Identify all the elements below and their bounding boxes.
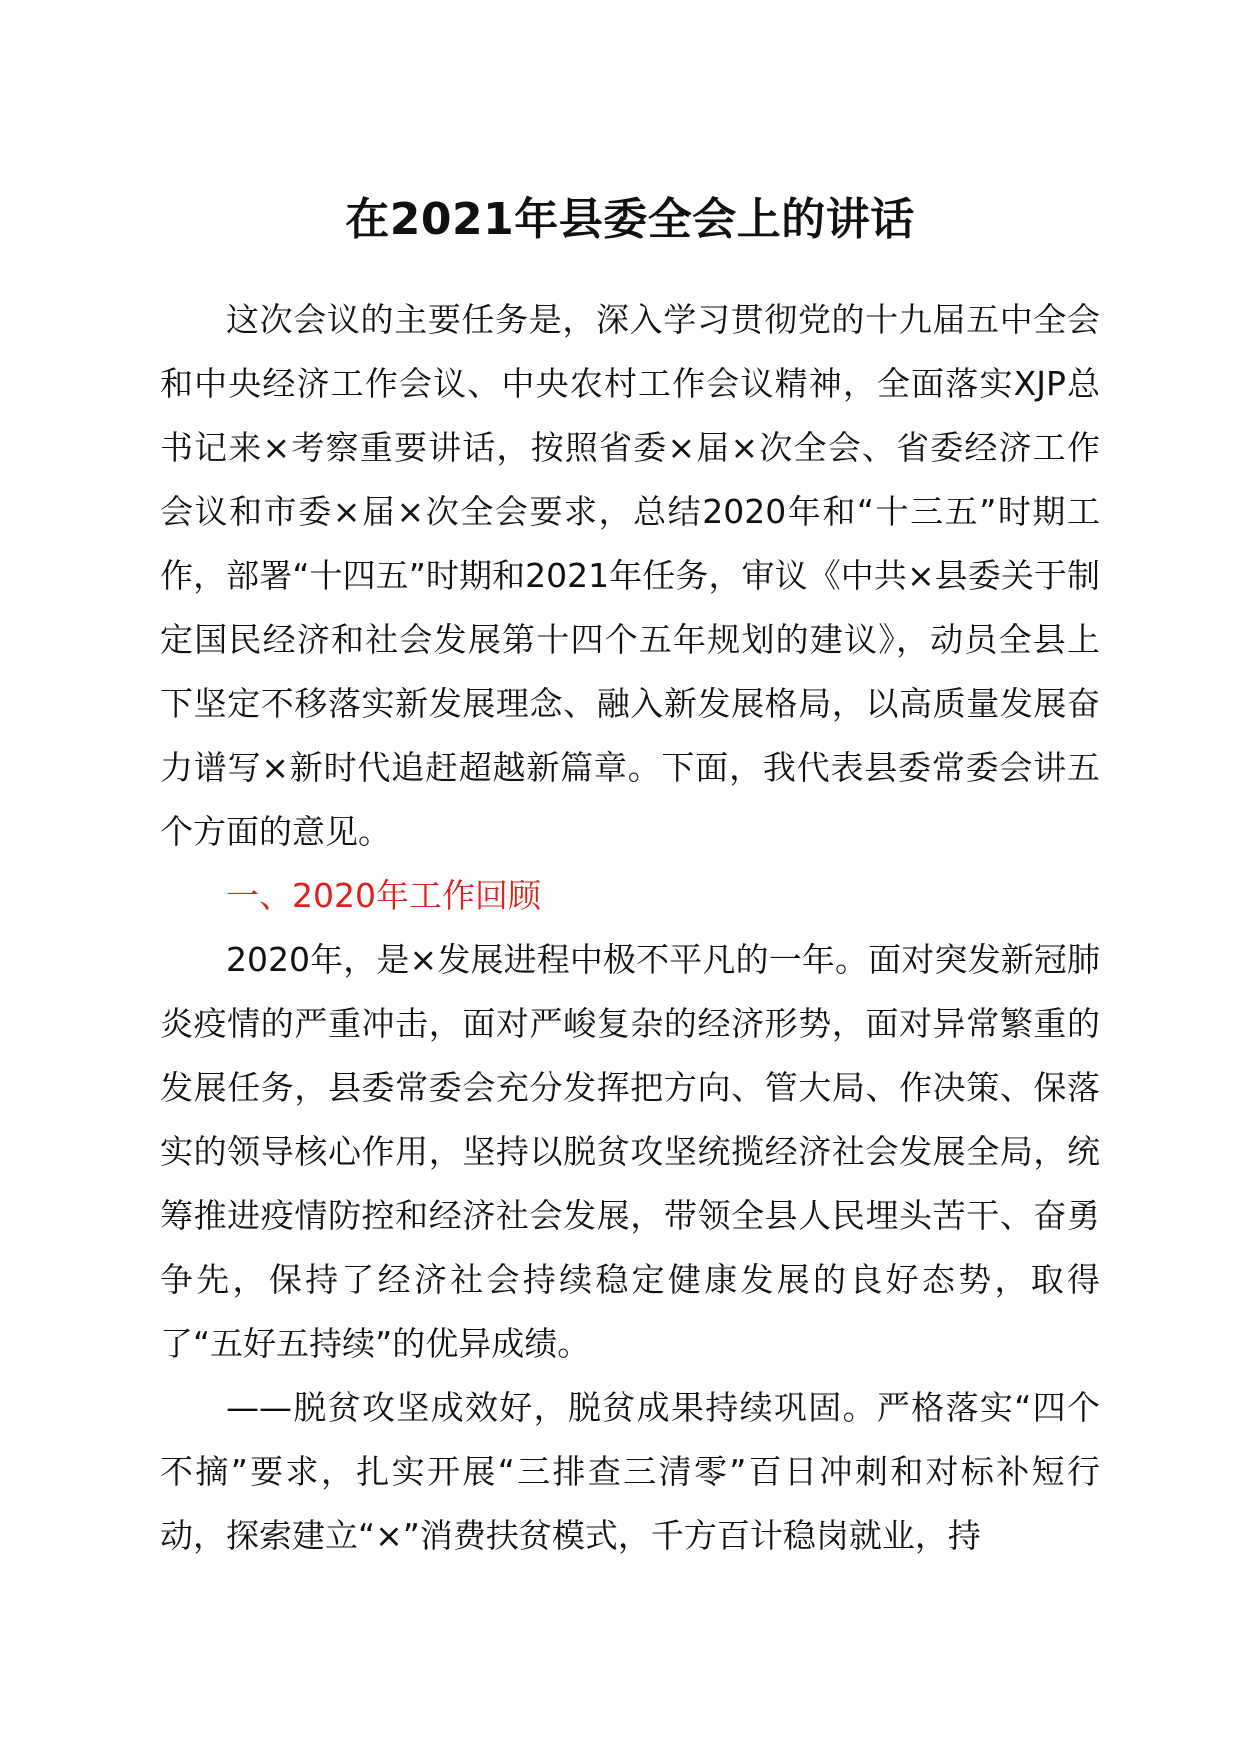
document-page [160, 190, 1100, 1568]
body-paragraph: ——脱贫攻坚成效好，脱贫成果持续巩固。严格落实“四个不摘”要求，扎实开展“三排查三清零”百日冲刺和对标补短行动，探索建立“×”消费扶贫模式，千方百计稳岗就业，持 [160, 1388, 1100, 1555]
section-heading: 一、2020年工作回顾 [226, 876, 541, 915]
body-paragraph: 2020年，是×发展进程中极不平凡的一年。面对突发新冠肺炎疫情的严重冲击，面对严峻复杂的经济形势，面对异常繁重的发展任务，县委常委会充分发挥把方向、管大局、作决策、保落实的领导核心作用，坚持以脱贫攻坚统揽经济社会发展全局，统筹推进疫情防控和经济社会发展，带领全县人民埋头苦干、奋勇争先，保持了经济社会持续稳定健康发展的良好态势，取得了“五好五持续”的优异成绩。 [160, 940, 1100, 1363]
document-title: 在2021年县委全会上的讲话 [345, 194, 915, 245]
intro-paragraph: 这次会议的主要任务是，深入学习贯彻党的十九届五中全会和中央经济工作会议、中央农村工作会议精神，全面落实XJP总书记来×考察重要讲话，按照省委×届×次全会、省委经济工作会议和市委×届×次全会要求，总结2020年和“十三五”时期工作，部署“十四五”时期和2021年任务，审议《中共×县委关于制定国民经济和社会发展第十四个五年规划的建议》，动员全县上下坚定不移落实新发展理念、融入新发展格局，以高质量发展奋力谱写×新时代追赶超越新篇章。下面，我代表县委常委会讲五个方面的意见。 [160, 300, 1100, 851]
